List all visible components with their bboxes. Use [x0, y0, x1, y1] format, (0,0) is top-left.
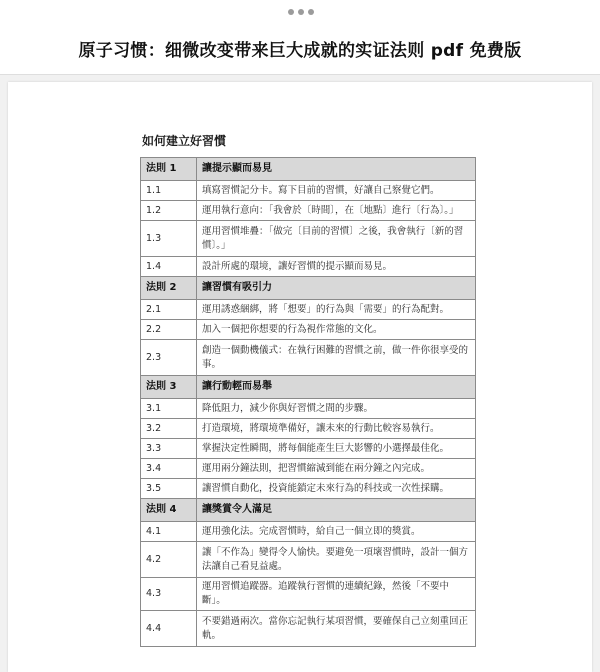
law-label: 法則 1: [141, 158, 197, 181]
table-row: [141, 221, 476, 257]
table-row: [141, 419, 476, 439]
table-row: [141, 611, 476, 647]
item-number: 3.4: [141, 459, 197, 479]
item-number: 1.1: [141, 181, 197, 201]
item-number: 4.1: [141, 522, 197, 542]
item-text: 運用兩分鐘法則，把習慣縮減到能在兩分鐘之內完成。: [197, 459, 476, 479]
law-title: 讓習慣有吸引力: [197, 277, 476, 300]
document-heading: 如何建立好習慣: [142, 134, 227, 148]
law-title: 讓獎賞令人滿足: [197, 499, 476, 522]
table-row: [141, 340, 476, 376]
item-number: 4.3: [141, 578, 197, 611]
item-text: 降低阻力，減少你與好習慣之間的步驟。: [197, 399, 476, 419]
item-number: 2.3: [141, 340, 197, 376]
item-number: 4.4: [141, 611, 197, 647]
item-number: 1.3: [141, 221, 197, 257]
table-row: [141, 181, 476, 201]
item-text: 讓「不作為」變得令人愉快。要避免一項壞習慣時，設計一個方法讓自己看見益處。: [197, 542, 476, 578]
item-text: 創造一個動機儀式：在執行困難的習慣之前，做一件你很享受的事。: [197, 340, 476, 376]
item-text: 運用執行意向：「我會於〔時間〕，在〔地點〕進行〔行為〕。」: [197, 201, 476, 221]
item-number: 3.1: [141, 399, 197, 419]
table-row: [141, 300, 476, 320]
table-row: [141, 479, 476, 499]
table-row: [141, 459, 476, 479]
table-row: [141, 578, 476, 611]
item-number: 3.5: [141, 479, 197, 499]
item-text: 掌握決定性瞬間，將每個能產生巨大影響的小選擇最佳化。: [197, 439, 476, 459]
habits-table: [140, 157, 476, 647]
law-title: 讓行動輕而易舉: [197, 376, 476, 399]
more-options-icon[interactable]: [288, 8, 314, 16]
item-text: 打造環境，將環境準備好，讓未來的行動比較容易執行。: [197, 419, 476, 439]
item-text: 運用習慣堆疊：「做完〔目前的習慣〕之後，我會執行〔新的習慣〕。」: [197, 221, 476, 257]
law-row: [141, 499, 476, 522]
item-text: 運用誘惑綑綁，將「想要」的行為與「需要」的行為配對。: [197, 300, 476, 320]
item-number: 4.2: [141, 542, 197, 578]
item-text: 不要錯過兩次。當你忘記執行某項習慣，要確保自己立刻重回正軌。: [197, 611, 476, 647]
item-number: 2.2: [141, 320, 197, 340]
law-label: 法則 3: [141, 376, 197, 399]
item-number: 1.4: [141, 257, 197, 277]
table-row: [141, 320, 476, 340]
item-text: 填寫習慣記分卡。寫下目前的習慣，好讓自己察覺它們。: [197, 181, 476, 201]
item-text: 加入一個把你想要的行為視作常態的文化。: [197, 320, 476, 340]
item-text: 讓習慣自動化，投資能鎖定未來行為的科技或一次性採購。: [197, 479, 476, 499]
table-row: [141, 522, 476, 542]
top-bar: [0, 0, 600, 75]
law-title: 讓提示顯而易見: [197, 158, 476, 181]
law-row: [141, 158, 476, 181]
item-number: 2.1: [141, 300, 197, 320]
item-number: 1.2: [141, 201, 197, 221]
page-title: 原子习惯：细微改变带来巨大成就的实证法则 pdf 免费版: [78, 41, 522, 61]
law-label: 法則 4: [141, 499, 197, 522]
law-label: 法則 2: [141, 277, 197, 300]
item-text: 設計所處的環境，讓好習慣的提示顯而易見。: [197, 257, 476, 277]
law-row: [141, 376, 476, 399]
item-number: 3.2: [141, 419, 197, 439]
item-text: 運用習慣追蹤器。追蹤執行習慣的連續紀錄，然後「不要中斷」。: [197, 578, 476, 611]
item-text: 運用強化法。完成習慣時，給自己一個立即的獎賞。: [197, 522, 476, 542]
table-row: [141, 542, 476, 578]
dot: [308, 9, 314, 15]
item-number: 3.3: [141, 439, 197, 459]
table-row: [141, 257, 476, 277]
dot: [298, 9, 304, 15]
table-row: [141, 439, 476, 459]
law-row: [141, 277, 476, 300]
dot: [288, 9, 294, 15]
table-row: [141, 201, 476, 221]
table-row: [141, 399, 476, 419]
